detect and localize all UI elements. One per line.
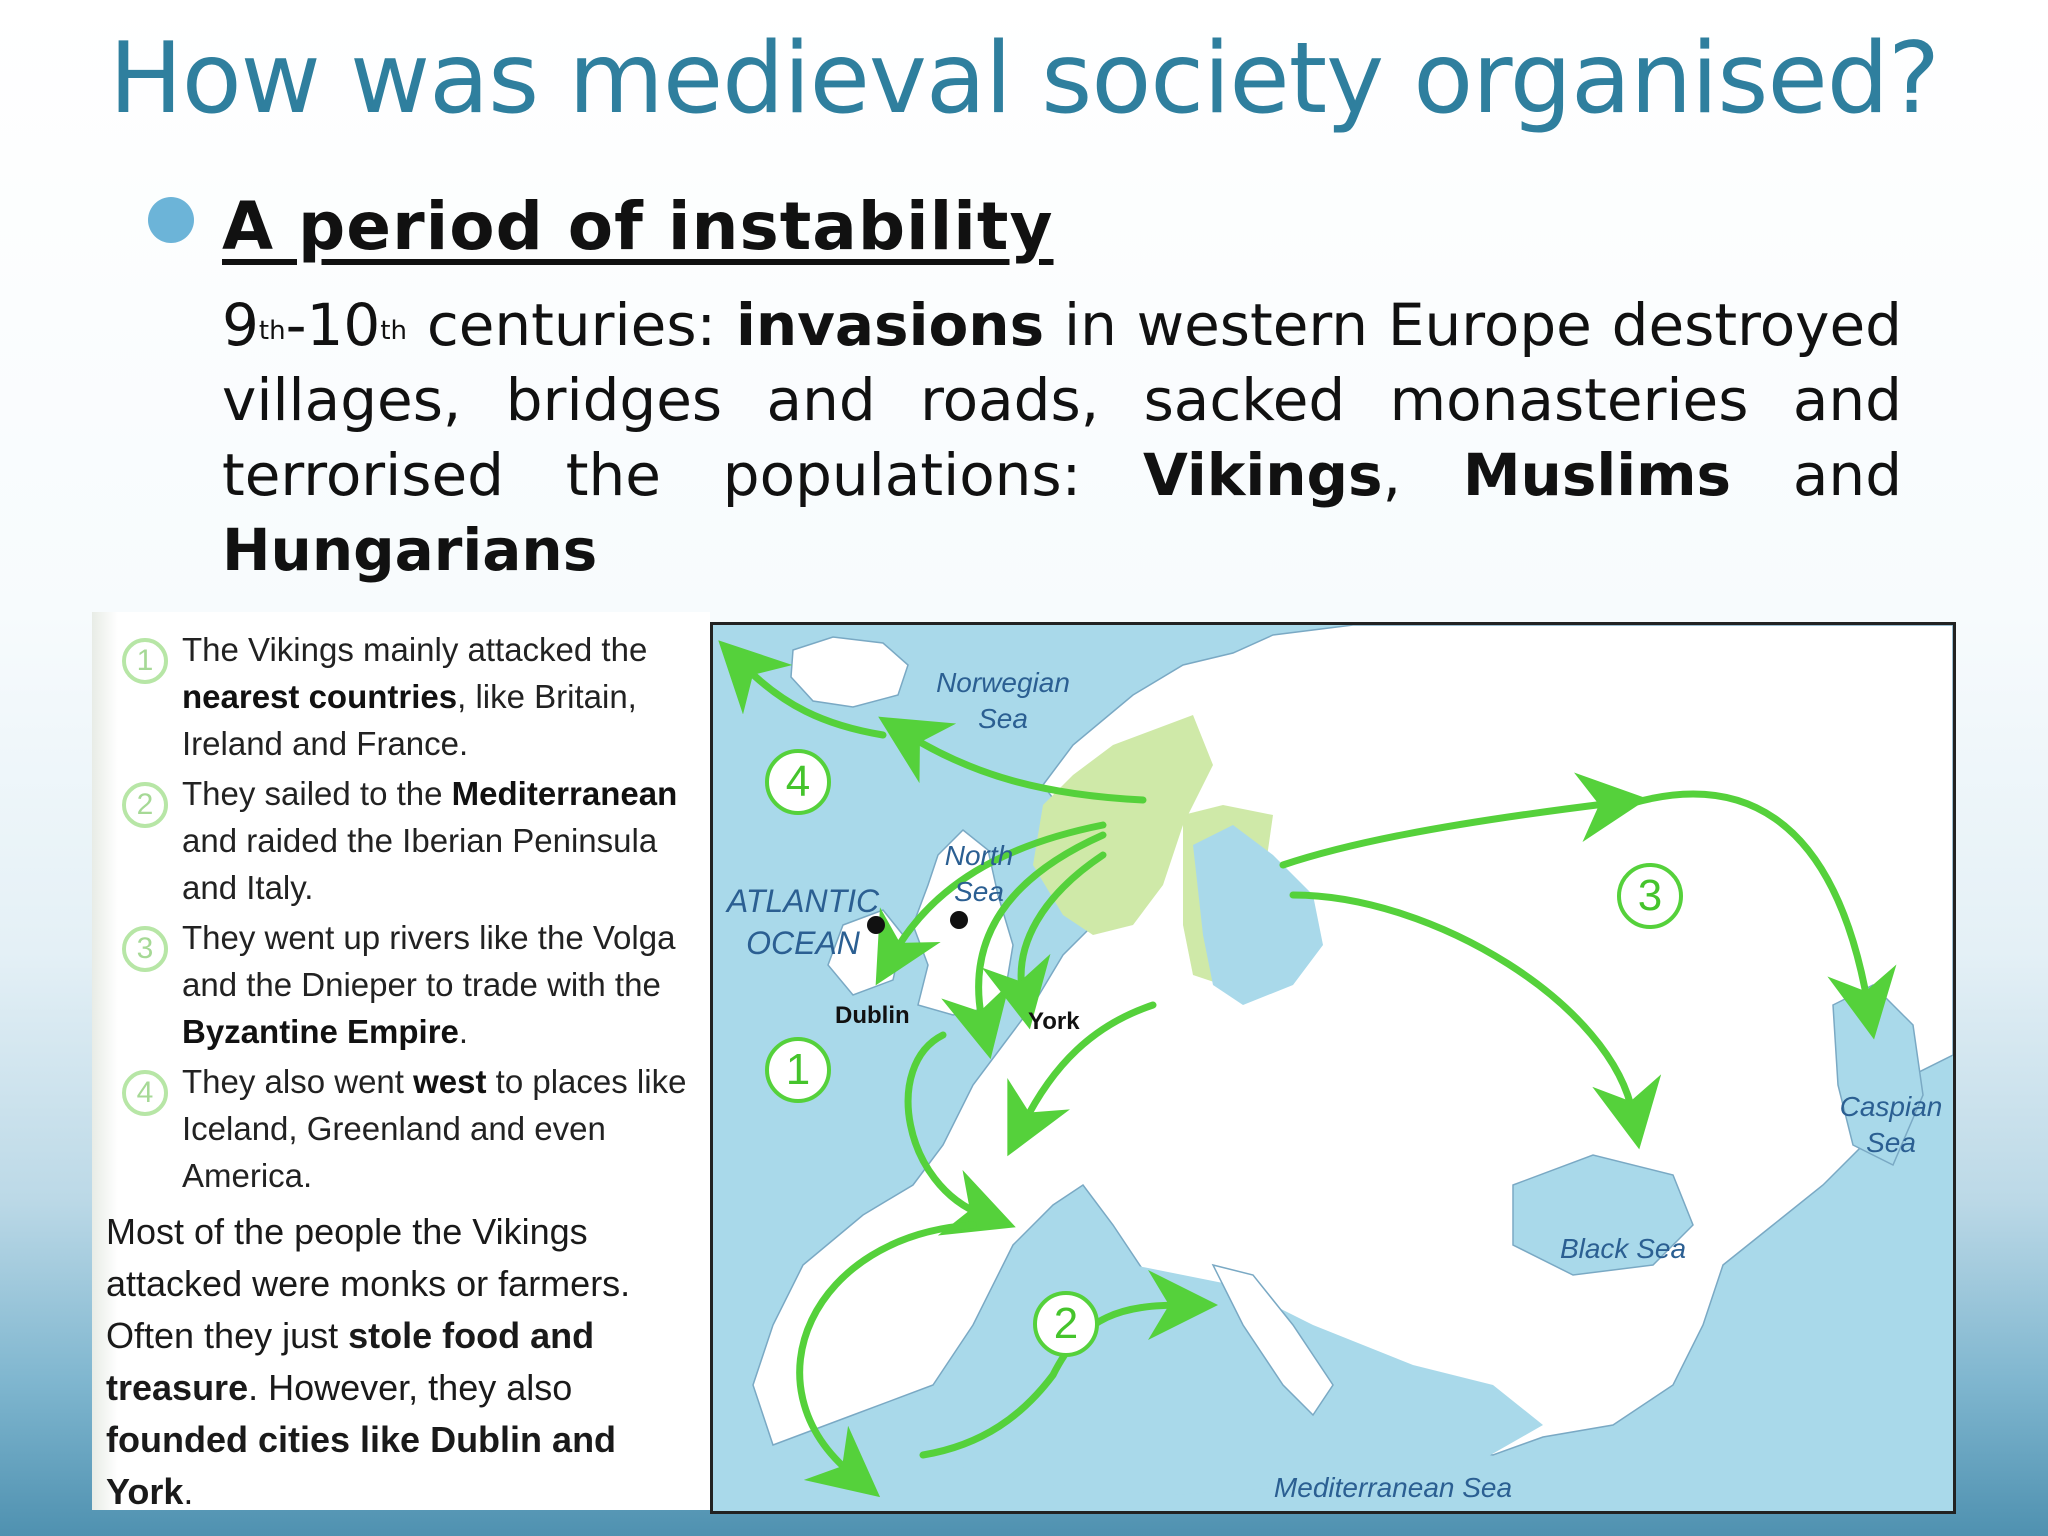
map-drawing — [713, 625, 1953, 1511]
mediterranean-sea-label: Mediterranean Sea — [1273, 1472, 1513, 1503]
route-number-4: 4 — [765, 749, 831, 815]
york-label: York — [1028, 1008, 1080, 1035]
item-text-bold: nearest countries — [182, 678, 458, 715]
dublin-label: Dublin — [835, 1002, 910, 1029]
para-text: , — [1382, 441, 1463, 509]
black-sea-label: Black Sea — [1559, 1233, 1687, 1264]
item-text-part: They sailed to the — [182, 775, 452, 812]
item-number: 4 — [122, 1070, 168, 1116]
para-bold: Muslims — [1462, 441, 1732, 509]
item-text — [182, 914, 702, 1055]
para-bold: Hungarians — [222, 516, 598, 584]
para-text: and — [1731, 441, 1903, 509]
tb-para-bold: founded cities like Dublin and York — [106, 1419, 617, 1512]
iceland-landmass — [791, 637, 908, 707]
item-text-part: The Vikings mainly attacked the — [182, 631, 648, 668]
item-number: 1 — [122, 638, 168, 684]
route-number-2: 2 — [1033, 1291, 1099, 1357]
textbook-excerpt — [92, 612, 710, 1510]
textbook-paragraph — [106, 1206, 706, 1518]
para-text: -10 — [285, 291, 381, 359]
item-text-bold: west — [413, 1063, 487, 1100]
item-text-part: and raided the Iberian Peninsula and Italy. — [182, 822, 658, 906]
item-text-part: They also went — [182, 1063, 414, 1100]
norwegian-sea-text: Norwegian Sea — [936, 667, 1070, 734]
para-sup: th — [380, 316, 408, 346]
tb-para-part: . However, they also — [248, 1367, 573, 1408]
bullet-dot-icon — [148, 197, 194, 243]
item-text — [182, 626, 702, 767]
section-heading: A period of instability — [222, 188, 1054, 265]
tb-para-bold: stole food and treasure — [106, 1315, 595, 1408]
slide-title: How was medieval society organised? — [109, 22, 1939, 136]
item-text-bold: Mediterranean — [451, 775, 678, 812]
para-bold: invasions — [735, 291, 1045, 359]
norwegian-sea-label — [923, 665, 1083, 737]
item-text-part: to places like Iceland, Greenland and even America. — [182, 1063, 687, 1194]
north-sea-text: North Sea — [944, 840, 1014, 907]
caspian-sea-text: Caspian Sea — [1839, 1091, 1943, 1158]
caspian-sea-label — [1829, 1089, 1953, 1161]
item-number: 2 — [122, 782, 168, 828]
atlantic-ocean-text: ATLANTIC OCEAN — [726, 883, 880, 961]
para-bold: Vikings — [1143, 441, 1383, 509]
item-text-part: , like Britain, Ireland and France. — [182, 678, 637, 762]
para-text: centuries: — [407, 291, 736, 359]
tb-para-part: . — [183, 1471, 194, 1512]
para-text: in western Europe destroyed villages, bridges and roads, sacked monasteries and terrorised the populations: — [222, 291, 1903, 509]
york-dot — [950, 911, 968, 929]
tb-para-part: Most of the people the Vikings attacked were monks or farmers. Often they just — [106, 1211, 631, 1356]
intro-paragraph — [222, 288, 1902, 588]
item-text — [182, 1058, 702, 1199]
item-text-part: . — [458, 1013, 469, 1050]
item-number: 3 — [122, 926, 168, 972]
para-text: 9 — [222, 291, 259, 359]
route-number-1: 1 — [765, 1037, 831, 1103]
para-sup: th — [258, 316, 286, 346]
atlantic-ocean-label — [713, 880, 893, 964]
north-sea-label — [929, 838, 1029, 910]
route-number-3: 3 — [1617, 863, 1683, 929]
viking-raids-map — [710, 622, 1956, 1514]
item-text-part: They went up rivers like the Volga and the Dnieper to trade with the — [182, 919, 676, 1003]
item-text — [182, 770, 702, 911]
item-text-bold: Byzantine Empire — [182, 1013, 459, 1050]
